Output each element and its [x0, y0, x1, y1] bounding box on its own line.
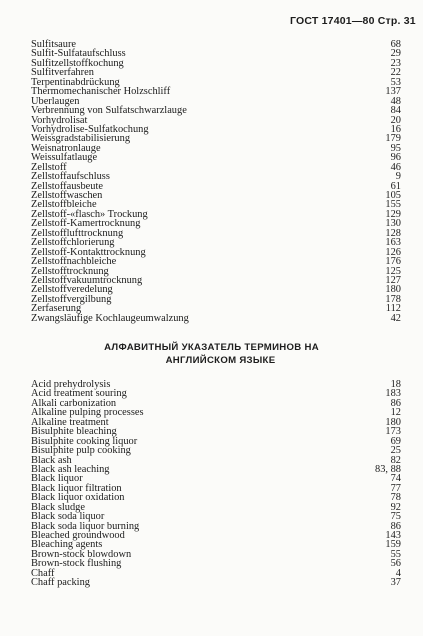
index-page-number: 25 — [390, 445, 401, 457]
index-page-number: 143 — [385, 530, 401, 541]
index-term: Sulfitsaure — [31, 39, 77, 50]
page-header: ГОСТ 17401—80 Стр. 31 — [290, 15, 416, 27]
index-page-number: 137 — [385, 86, 401, 98]
index-entry — [31, 153, 401, 162]
index-term: Zellstoffvergilbung — [31, 293, 112, 305]
index-page-number: 83, 88 — [375, 463, 401, 475]
index-term: Bisulphite bleaching — [31, 426, 117, 438]
index-page-number: 180 — [385, 416, 401, 428]
index-term: Zellstoff-Kontakttrocknung — [31, 246, 146, 258]
index-page-number: 105 — [385, 190, 401, 201]
index-page-number: 53 — [390, 76, 401, 88]
index-page-number: 155 — [385, 199, 401, 211]
index-entry — [31, 314, 401, 323]
index-term: Black ash leaching — [31, 463, 110, 475]
index-page-number: 74 — [390, 473, 401, 485]
index-page-number: 22 — [390, 67, 401, 79]
index-page-number: 68 — [390, 39, 401, 50]
index-term: Brown-stock flushing — [31, 558, 122, 570]
index-term: Vorhydrolise-Sulfatkochung — [31, 123, 149, 135]
index-term: Thermomechanischer Holzschliff — [31, 86, 171, 98]
index-page-number: 4 — [395, 567, 401, 579]
index-page-number: 178 — [385, 293, 401, 305]
index-term: Alkali carbonization — [31, 397, 117, 409]
index-page-number: 56 — [390, 558, 401, 570]
index-page-number: 130 — [385, 218, 401, 230]
index-term: Zellstoff — [31, 161, 67, 173]
index-entry — [31, 295, 401, 304]
index-page-number: 92 — [390, 501, 401, 513]
index-page-number: 9 — [395, 171, 401, 183]
index-term: Zellstofftrocknung — [31, 265, 109, 277]
section-title-line-2: АНГЛИЙСКОМ ЯЗЫКЕ — [165, 355, 276, 366]
index-term: Chaff — [31, 567, 55, 579]
index-page-number: 129 — [385, 208, 401, 220]
index-term: Zellstoffnachbleiche — [31, 256, 117, 268]
index-term: Acid treatment souring — [31, 388, 127, 400]
index-page-number: 23 — [390, 57, 401, 69]
index-page-number: 128 — [385, 227, 401, 239]
index-term: Black soda liquor burning — [31, 520, 140, 532]
index-entry — [31, 559, 401, 568]
index-term: Acid prehydrolysis — [31, 379, 111, 390]
index-page-number: 96 — [390, 152, 401, 164]
index-page-number: 29 — [390, 48, 401, 60]
index-term: Black liquor oxidation — [31, 492, 125, 504]
index-page-number: 86 — [390, 397, 401, 409]
index-term: Zerfaserung — [31, 303, 82, 315]
index-term: Terpentinabdrückung — [31, 76, 120, 88]
index-page-number: 20 — [390, 114, 401, 126]
index-term: Bleaching agents — [31, 539, 103, 551]
index-term: Sulfit-Sulfataufschluss — [31, 48, 126, 60]
index-page-number: 18 — [390, 379, 401, 390]
index-page-number: 77 — [390, 482, 401, 494]
index-term: Verbrennung von Sulfatschwarzlauge — [31, 105, 187, 117]
index-page-number: 127 — [385, 274, 401, 286]
index-term: Zellstoffveredelung — [31, 284, 113, 296]
index-page-number: 16 — [390, 123, 401, 135]
index-page-number: 12 — [390, 407, 401, 419]
index-page-number: 163 — [385, 237, 401, 249]
index-term: Bisulphite cooking liquor — [31, 435, 138, 447]
index-page-number: 112 — [385, 303, 401, 315]
index-term: Zellstoffchlorierung — [31, 237, 115, 249]
index-term: Bisulphite pulp cooking — [31, 445, 131, 457]
index-page-number: 48 — [390, 95, 401, 107]
index-term: Zellstofflufttrocknung — [31, 227, 124, 239]
index-page-number: 179 — [385, 133, 401, 145]
index-term: Weissulfatlauge — [31, 152, 98, 164]
index-entry — [31, 465, 401, 474]
index-page-number: 78 — [390, 492, 401, 504]
index-page-number: 183 — [385, 388, 401, 400]
index-page-number: 159 — [385, 539, 401, 551]
index-term: Zellstoffbleiche — [31, 199, 97, 211]
index-term: Bleached groundwood — [31, 530, 125, 541]
index-page-number: 82 — [390, 454, 401, 466]
index-page-number: 46 — [390, 161, 401, 173]
index-term: Brown-stock blowdown — [31, 548, 132, 560]
index-page-number: 75 — [390, 511, 401, 523]
section-title-line-1: АЛФАВИТНЫЙ УКАЗАТЕЛЬ ТЕРМИНОВ НА — [104, 342, 319, 353]
index-term: Zellstoff-Kamertrocknung — [31, 218, 141, 230]
index-term: Zwangsläufige Kochlaugeumwalzung — [31, 312, 189, 324]
index-term: Weisnatronlauge — [31, 142, 101, 154]
index-entry — [31, 578, 401, 587]
index-page-number: 176 — [385, 256, 401, 268]
index-page-number: 125 — [385, 265, 401, 277]
index-term: Alkaline treatment — [31, 416, 109, 428]
index-term: Zellstoffausbeute — [31, 180, 103, 192]
index-term: Chaff packing — [31, 577, 90, 589]
index-term: Weissgradstabilisierung — [31, 133, 131, 145]
index-term: Zellstoffvakuumtrocknung — [31, 274, 143, 286]
index-term: Zellstoffaufschluss — [31, 171, 110, 183]
index-term: Vorhydrolisat — [31, 114, 88, 126]
index-term: Sulfitzellstoffkochung — [31, 57, 124, 69]
index-page-number: 37 — [390, 577, 401, 589]
index-page-number: 61 — [390, 180, 401, 192]
index-entry — [31, 446, 401, 455]
index-page-number: 84 — [390, 105, 401, 117]
index-page-number: 180 — [385, 284, 401, 296]
index-term: Black soda liquor — [31, 511, 105, 523]
index-term: Black sludge — [31, 501, 85, 513]
index-term: Black liquor — [31, 473, 83, 485]
index-term: Zellstoff-«flasch» Trockung — [31, 208, 148, 220]
index-page-number: 126 — [385, 246, 401, 258]
index-term: Uberlaugen — [31, 95, 80, 107]
index-term: Zellstoffwaschen — [31, 190, 103, 201]
index-entry — [31, 493, 401, 502]
index-page-number: 173 — [385, 426, 401, 438]
index-term: Black ash — [31, 454, 72, 466]
index-page-number: 55 — [390, 548, 401, 560]
german-term-index — [31, 40, 401, 323]
index-page-number: 42 — [390, 312, 401, 324]
english-term-index — [31, 380, 401, 588]
index-entry — [31, 87, 401, 96]
index-term: Alkaline pulping processes — [31, 407, 144, 419]
index-page-number: 95 — [390, 142, 401, 154]
index-term: Black liquor filtration — [31, 482, 122, 494]
section-title — [0, 341, 423, 367]
index-page-number: 69 — [390, 435, 401, 447]
index-term: Sulfitverfahren — [31, 67, 94, 79]
index-page-number: 86 — [390, 520, 401, 532]
